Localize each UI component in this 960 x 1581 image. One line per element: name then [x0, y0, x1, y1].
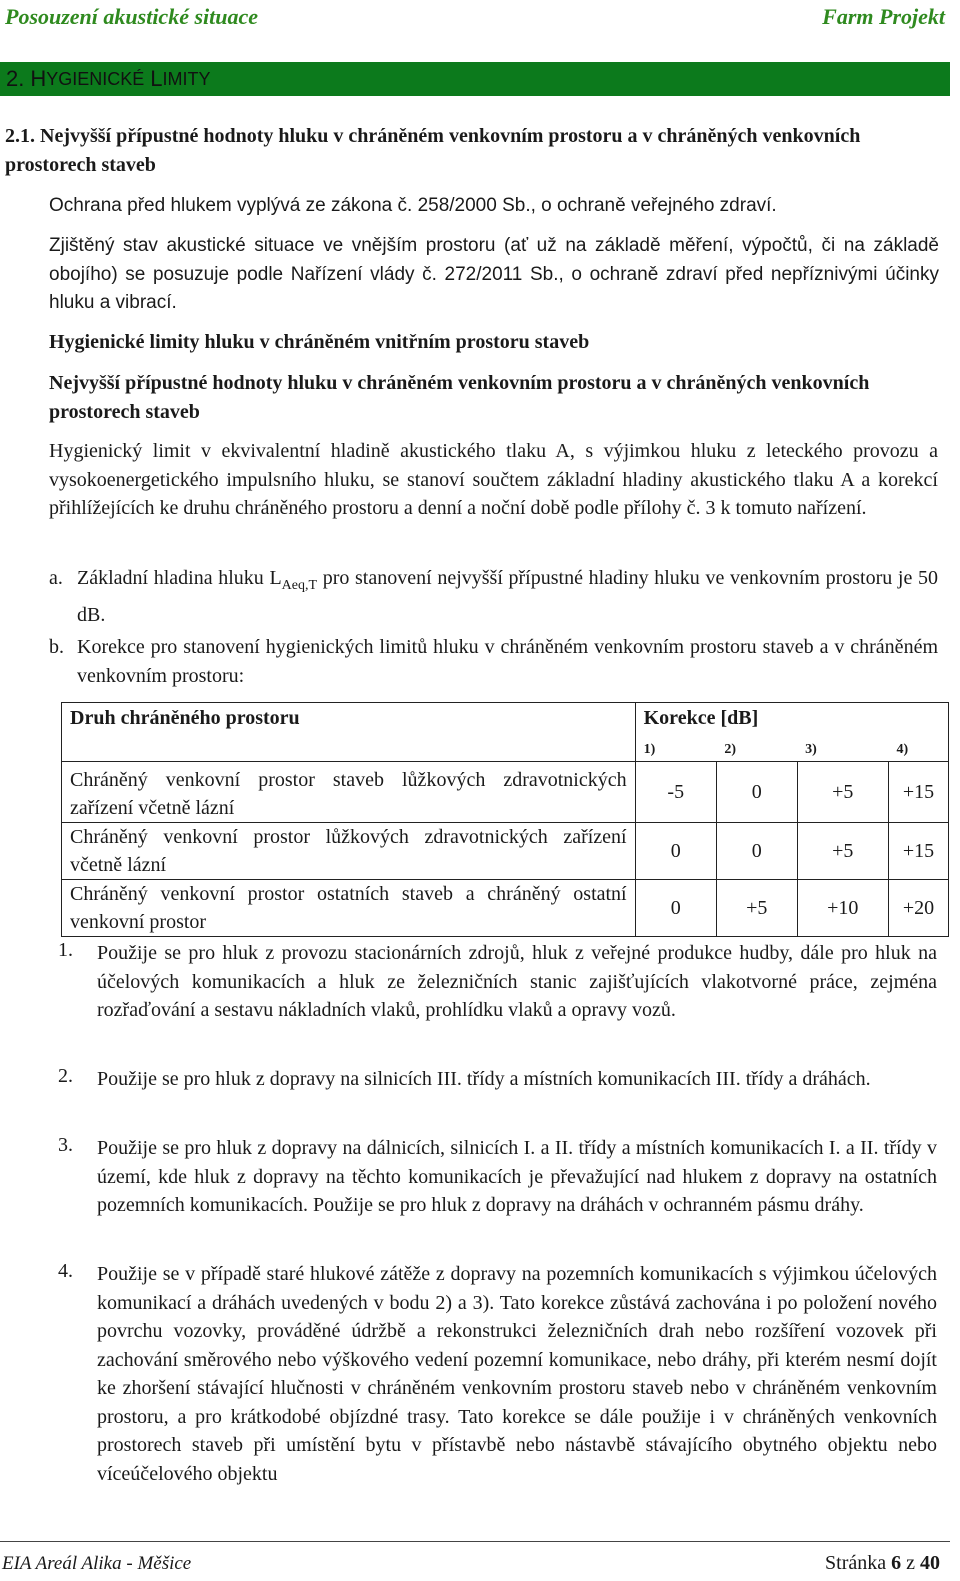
table-cell: +5	[797, 762, 888, 823]
table-cell: +5	[797, 823, 888, 880]
table-cell: +20	[888, 880, 948, 937]
table-cell: +5	[716, 880, 797, 937]
subsection-title: Nejvyšší přípustné hodnoty hluku v chráněném venkovním prostoru a v chráněných venkovních prostorech staveb	[5, 125, 861, 176]
item-a-text-after: pro stanovení nejvyšší přípustné hladiny hluku ve venkovním prostoru je 50 dB.	[77, 567, 938, 626]
subsection-number: 2.1.	[5, 125, 35, 147]
table-cell: +10	[797, 880, 888, 937]
footer-pagination	[825, 1552, 940, 1575]
table-cell: 0	[716, 823, 797, 880]
note-number: 3.	[58, 1134, 73, 1156]
table-row-label: Chráněný venkovní prostor lůžkových zdravotnických zařízení včetně lázní	[62, 823, 636, 880]
header-left-title: Posouzení akustické situace	[5, 4, 259, 29]
table-row-label: Chráněný venkovní prostor ostatních staveb a chráněný ostatní venkovní prostor	[62, 880, 636, 937]
table-cell: +15	[888, 762, 948, 823]
table-row-label: Chráněný venkovní prostor staveb lůžkových zdravotnických zařízení včetně lázní	[62, 762, 636, 823]
section-heading	[0, 62, 950, 96]
page-header	[5, 2, 945, 32]
item-b-label: b.	[49, 636, 64, 658]
item-a-subscript: Aeq,T	[281, 578, 318, 593]
subsection-heading	[5, 122, 940, 179]
page-footer	[0, 1541, 950, 1577]
table-row	[62, 823, 949, 880]
section-title-rest: YGIENICKÉ	[46, 68, 145, 89]
note-text: Použije se pro hluk z dopravy na silnicích III. třídy a místních komunikacích III. třídy a dráhách.	[97, 1068, 871, 1090]
paragraph-law: Ochrana před hlukem vyplývá ze zákona č. 258/2000 Sb., o ochraně veřejného zdraví.	[49, 195, 777, 216]
table-row	[62, 880, 949, 937]
paragraph-hygienic-limit: Hygienický limit v ekvivalentní hladině akustického tlaku A, s výjimkou hluku z leteckého provozu a vysokoenergetického impulsního hluku, se stanoví součtem základní hladiny akustického tlaku A a korekcí přihlížejících ke druhu chráněného prostoru a denní a noční době podle přílohy č. 3 k tomuto nařízení.	[49, 440, 938, 519]
footer-page-number: 6	[891, 1552, 902, 1574]
item-a-label: a.	[49, 567, 63, 589]
table-cell: 0	[716, 762, 797, 823]
heading-outdoor-limits: Nejvyšší přípustné hodnoty hluku v chráněném venkovním prostoru a v chráněných venkovních prostorech staveb	[49, 372, 870, 423]
table-subheader-3: 3)	[797, 739, 888, 762]
footer-of-word: z	[906, 1552, 915, 1574]
section-title-h: H	[30, 66, 47, 91]
note-text: Použije se pro hluk z provozu stacionárních zdrojů, hluk z veřejné produkce hudby, dále pro hluk na účelových komunikacích a hluk ze železničních stanic zajišťujících vlakotvorné práce, zejména rozřaďování a sestavu nákladních vlaků, prohlídku vlaků a opravy vozů.	[97, 942, 937, 1021]
note-number: 2.	[58, 1065, 73, 1087]
table-subheader-4: 4)	[888, 739, 948, 762]
table-cell: 0	[635, 880, 716, 937]
table-subheader-2: 2)	[716, 739, 797, 762]
item-b-text: Korekce pro stanovení hygienických limitů hluku v chráněném venkovním prostoru staveb a v chráněném venkovním prostoru:	[77, 636, 938, 687]
table-cell: +15	[888, 823, 948, 880]
section-number: 2.	[6, 66, 25, 91]
footer-project: EIA Areál Alika - Měšice	[2, 1553, 192, 1574]
header-right-title: Farm Projekt	[822, 4, 945, 29]
section-title-rest2: IMITY	[162, 68, 211, 89]
note-number: 1.	[58, 939, 73, 961]
footer-page-word: Stránka	[825, 1552, 887, 1574]
item-a-text-before: Základní hladina hluku L	[77, 567, 282, 589]
table-header-type: Druh chráněného prostoru	[62, 703, 636, 762]
heading-indoor-limits: Hygienické limity hluku v chráněném vnitřním prostoru staveb	[49, 331, 590, 353]
footer-page-total: 40	[920, 1552, 940, 1574]
table-cell: -5	[635, 762, 716, 823]
section-title-l: L	[150, 66, 163, 91]
table-header-korekce: Korekce [dB]	[635, 703, 948, 739]
table-row	[62, 762, 949, 823]
item-a-text	[77, 564, 938, 629]
notes-list	[58, 939, 938, 1529]
table-subheader-1: 1)	[635, 739, 716, 762]
correction-table	[61, 702, 949, 937]
paragraph-regulation: Zjištěný stav akustické situace ve vnějším prostoru (ať už na základě měření, výpočtů, či na základě obojího) se posuzuje podle Nařízení vlády č. 272/2011 Sb., o ochraně zdraví před nepříznivými účinky hluku a vibrací.	[49, 235, 939, 313]
note-text: Použije se v případě staré hlukové zátěže z dopravy na pozemních komunikacích s výjimkou účelových komunikací a dráhách uvedených v bodu 2) a 3). Tato korekce zůstává zachována i po položení nového povrchu vozovky, prováděné údržbě a rekonstrukci železničních drah nebo rozšíření vozovek při zachování směrového nebo výškového vedení pozemní komunikace, nebo dráhy, při kterém nesmí dojít ke zhoršení stávající hlučnosti v chráněném venkovním prostoru staveb nebo v chráněném venkovním prostoru, a pro krátkodobé objízdné trasy. Tato korekce se dále použije i v chráněných venkovních prostorech staveb při umístění bytu v přístavbě nebo nástavbě stávajícího obytného objektu nebo víceúčelového objektu	[97, 1263, 937, 1485]
note-text: Použije se pro hluk z dopravy na dálnicích, silnicích I. a II. třídy a místních komunikacích I. a II. třídy v území, kde hluk z dopravy na těchto komunikacích je převažující nad hlukem z dopravy na ostatních pozemních komunikacích. Použije se pro hluk z dopravy na dráhách v ochranném pásmu dráhy.	[97, 1137, 937, 1216]
table-cell: 0	[635, 823, 716, 880]
note-number: 4.	[58, 1260, 73, 1282]
